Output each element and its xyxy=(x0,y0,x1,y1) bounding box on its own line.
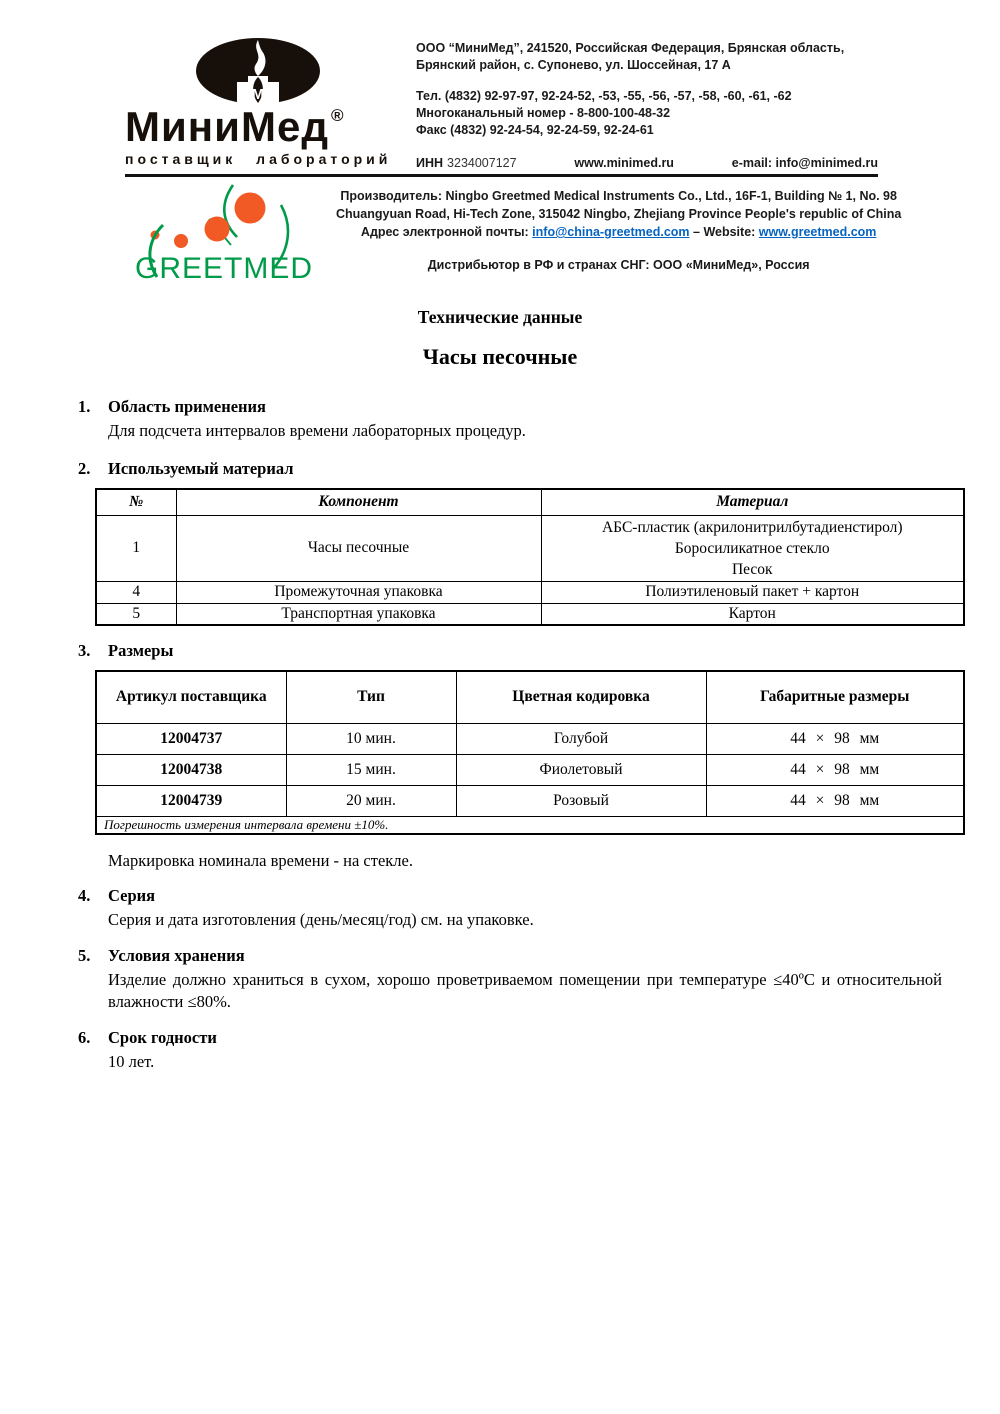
marking-note: Маркировка номинала времени - на стекле. xyxy=(108,850,413,870)
svg-text:М: М xyxy=(251,86,265,103)
materials-col-material: Материал xyxy=(541,489,964,515)
table-row xyxy=(96,723,964,754)
company-address-line1: ООО “МиниМед”, 241520, Российская Федерация, Брянская область, xyxy=(416,41,845,55)
company-email: e-mail: info@minimed.ru xyxy=(731,156,878,170)
sizes-col-dimensions: Габаритные размеры xyxy=(706,671,964,723)
manufacturer-website-link[interactable]: www.greetmed.com xyxy=(758,225,877,239)
size-value: 44 × 98 мм xyxy=(706,785,964,816)
materials-row2-material: Полиэтиленовый пакет + картон xyxy=(541,581,964,603)
tolerance-footnote: Погрешность измерения интервала времени ±10%. xyxy=(96,816,964,834)
sizes-table xyxy=(95,670,965,835)
table-row xyxy=(96,515,964,581)
manufacturer-line1: Производитель: Ningbo Greetmed Medical Instruments Co., Ltd., 16F-1, Building № 1, No. 98 xyxy=(340,189,897,203)
section-1-heading xyxy=(78,396,940,418)
brand-tagline: поставщик лабораторий xyxy=(125,151,392,167)
material-line: Песок xyxy=(731,560,773,578)
section-4-body: Серия и дата изготовления (день/месяц/год) см. на упаковке. xyxy=(108,909,534,929)
brand-text: МиниМед xyxy=(125,103,329,150)
section-6-heading xyxy=(78,1027,940,1049)
inn xyxy=(416,155,517,172)
doc-subtitle: Технические данные xyxy=(417,307,583,327)
materials-row1-material xyxy=(541,515,964,581)
distributor-line: Дистрибьютор в РФ и странах СНГ: ООО «МиниМед», Россия xyxy=(427,258,810,272)
materials-row3-material: Картон xyxy=(541,603,964,625)
material-line: Боросиликатное стекло xyxy=(674,539,830,557)
company-website: www.minimed.ru xyxy=(574,156,674,170)
section-3-title: Размеры xyxy=(108,641,174,660)
materials-table xyxy=(95,488,965,626)
table-row xyxy=(96,581,964,603)
company-address-line2: Брянский район, с. Супонево, ул. Шоссейная, 17 А xyxy=(416,58,731,72)
sizes-col-article: Артикул поставщика xyxy=(96,671,286,723)
content xyxy=(78,396,940,1073)
minimed-logo xyxy=(125,36,393,172)
greetmed-logo-text: GREETMED xyxy=(135,252,314,285)
size-value: 44 × 98 мм xyxy=(706,723,964,754)
color-value: Розовый xyxy=(456,785,706,816)
section-1-number: 1. xyxy=(78,397,91,416)
section-4-title: Серия xyxy=(108,885,156,905)
materials-col-component: Компонент xyxy=(176,489,541,515)
greetmed-logo-icon xyxy=(133,183,318,285)
article-number: 12004737 xyxy=(96,723,286,754)
article-number: 12004738 xyxy=(96,754,286,785)
table-footnote-row xyxy=(96,816,964,834)
section-2-heading xyxy=(78,458,940,480)
section-3-heading xyxy=(78,640,940,662)
phone-line: Тел. (4832) 92-97-97, 92-24-52, -53, -55, -56, -57, -58, -60, -61, -62 xyxy=(416,89,792,103)
page-title: Часы песочные xyxy=(422,344,578,369)
section-6-number: 6. xyxy=(78,1027,91,1047)
company-info xyxy=(416,36,878,172)
materials-row3-num: 5 xyxy=(96,603,176,625)
header xyxy=(0,0,1000,172)
registered-mark: ® xyxy=(331,106,345,125)
table-row xyxy=(96,603,964,625)
manufacturer-info xyxy=(336,183,901,274)
materials-row2-component: Промежуточная упаковка xyxy=(176,581,541,603)
section-2-title: Используемый материал xyxy=(108,459,294,478)
minimed-emblem-icon xyxy=(173,36,343,106)
manufacturer-email-link[interactable]: info@china-greetmed.com xyxy=(532,225,690,239)
sizes-col-type: Тип xyxy=(286,671,456,723)
type-value: 20 мин. xyxy=(286,785,456,816)
manufacturer-email-label: Адрес электронной почты: xyxy=(360,225,529,239)
brand-name xyxy=(125,103,393,150)
type-value: 15 мин. xyxy=(286,754,456,785)
material-line: АБС-пластик (акрилонитрилбутадиенстирол) xyxy=(601,518,903,536)
inn-row xyxy=(416,155,878,172)
materials-col-num: № xyxy=(96,489,176,515)
fax-line: Факс (4832) 92-24-54, 92-24-59, 92-24-61 xyxy=(416,123,654,137)
inn-label: ИНН xyxy=(416,156,444,170)
materials-row1-component: Часы песочные xyxy=(176,515,541,581)
section-1-body: Для подсчета интервалов времени лабораторных процедур. xyxy=(108,421,526,440)
sizes-header-row xyxy=(96,671,964,723)
size-value: 44 × 98 мм xyxy=(706,754,964,785)
section-5-heading xyxy=(78,945,940,967)
section-6-body: 10 лет. xyxy=(108,1051,155,1071)
section-4-number: 4. xyxy=(78,885,91,905)
materials-header-row xyxy=(96,489,964,515)
article-number: 12004739 xyxy=(96,785,286,816)
type-value: 10 мин. xyxy=(286,723,456,754)
manufacturer-line2: Chuangyuan Road, Hi-Tech Zone, 315042 Ningbo, Zhejiang Province People's republic of China xyxy=(336,207,902,221)
color-value: Голубой xyxy=(456,723,706,754)
table-row xyxy=(96,785,964,816)
table-row xyxy=(96,754,964,785)
materials-row1-num: 1 xyxy=(96,515,176,581)
materials-row3-component: Транспортная упаковка xyxy=(176,603,541,625)
manufacturer-block xyxy=(0,177,1000,285)
section-5-number: 5. xyxy=(78,945,91,965)
materials-row2-num: 4 xyxy=(96,581,176,603)
section-3-number: 3. xyxy=(78,641,91,660)
section-1-title: Область применения xyxy=(108,397,266,416)
website-label: – Website: xyxy=(693,225,756,239)
hotline-line: Многоканальный номер - 8-800-100-48-32 xyxy=(416,106,671,120)
section-5-body: Изделие должно храниться в сухом, хорошо проветриваемом помещении при температуре ≤40ºС и относительной влажности ≤80%. xyxy=(108,969,942,1011)
section-5-title: Условия хранения xyxy=(108,945,245,965)
section-4-heading xyxy=(78,885,940,907)
inn-value: 3234007127 xyxy=(447,156,517,170)
section-2-number: 2. xyxy=(78,459,91,478)
sizes-col-color: Цветная кодировка xyxy=(456,671,706,723)
manufacturer-contacts xyxy=(336,223,901,241)
section-6-title: Срок годности xyxy=(108,1027,217,1047)
color-value: Фиолетовый xyxy=(456,754,706,785)
